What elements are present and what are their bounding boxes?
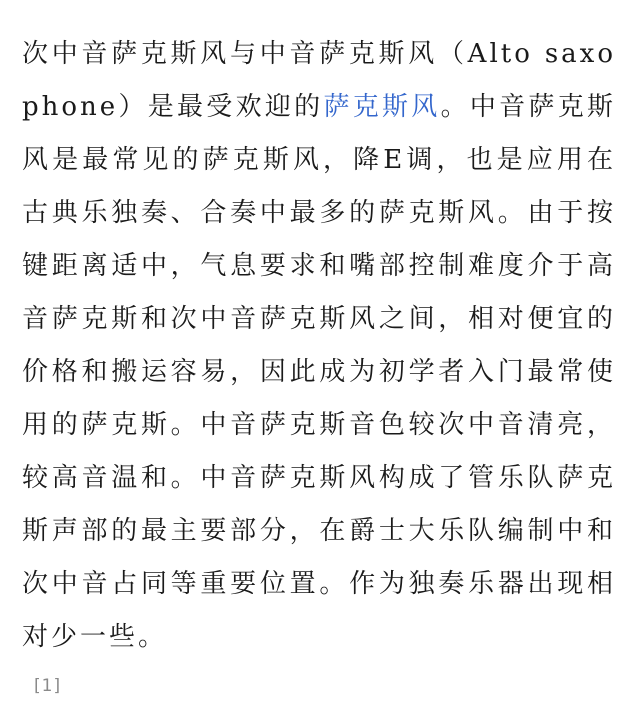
saxophone-link[interactable]: 萨克斯风 — [323, 92, 441, 122]
article-paragraph — [22, 28, 616, 664]
paragraph-text-after-link: 。中音萨克斯风是最常见的萨克斯风，降E调，也是应用在古典乐独奏、合奏中最多的萨克斯风。由于按键距离适中，气息要求和嘴部控制难度介于高音萨克斯和次中音萨克斯风之间，相对便宜的价格和搬运容易，因此成为初学者入门最常使用的萨克斯。中音萨克斯音色较次中音清亮，较高音温和。中音萨克斯风构成了管乐队萨克斯声部的最主要部分，在爵士大乐队编制中和次中音占同等重要位置。作为独奏乐器出现相对少一些。 — [22, 92, 616, 652]
paragraph-text-before-link: 次中音萨克斯风与中音萨克斯风（Alto saxophone）是最受欢迎的 — [22, 39, 616, 122]
citation-reference-link[interactable]: [1] — [34, 676, 62, 696]
